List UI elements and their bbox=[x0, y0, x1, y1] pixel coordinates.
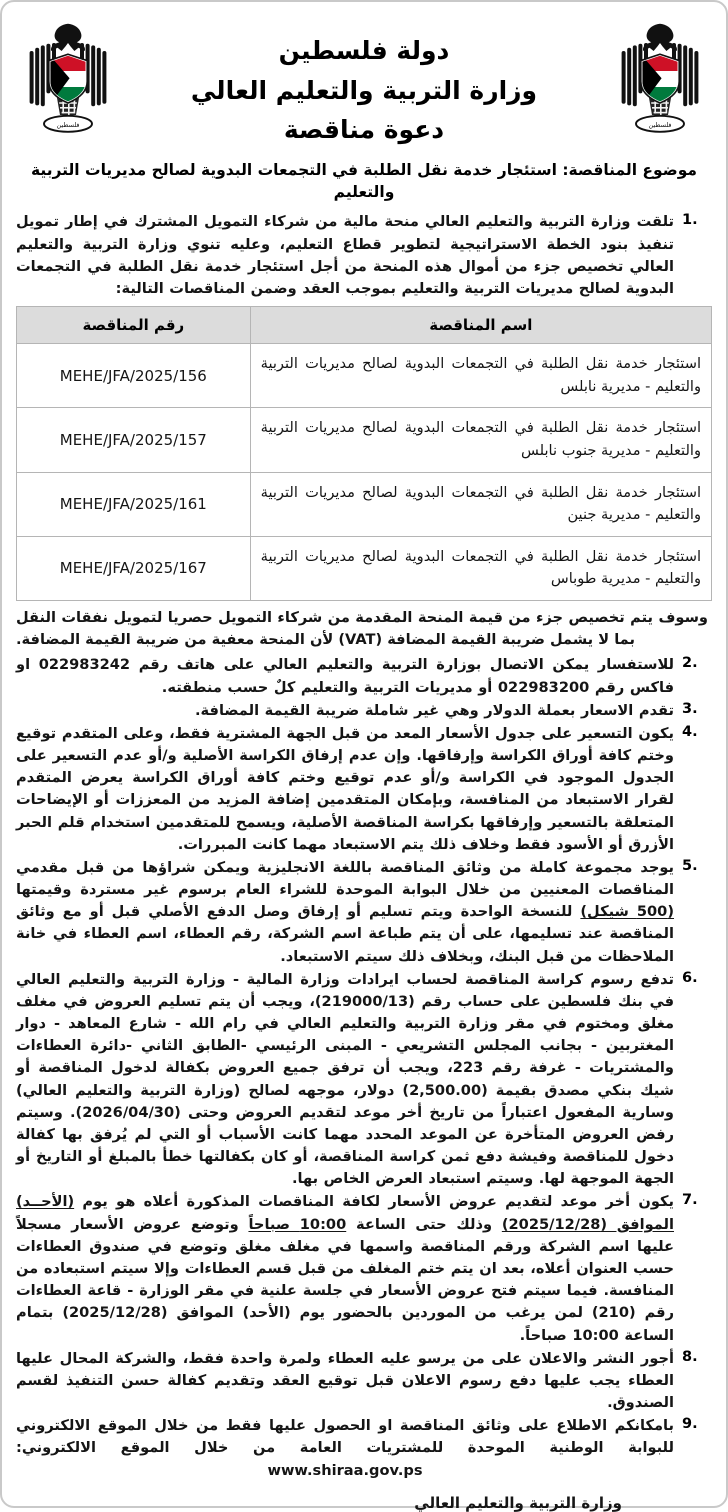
tender-document-fee-amount: (500 شيكل) bbox=[580, 903, 675, 921]
tender-name-cell: استئجار خدمة نقل الطلبة في التجمعات البدوية لصالح مديريات التربية والتعليم - مديرية نابلس bbox=[250, 344, 711, 408]
clause-9 bbox=[16, 1415, 712, 1482]
tender-subject-line: موضوع المناقصة: استئجار خدمة نقل الطلبة في التجمعات البدوية لصالح مديريات التربية والتعليم bbox=[30, 160, 698, 201]
table-row bbox=[17, 408, 712, 472]
procurement-portal-url[interactable]: www.shiraa.gov.ps bbox=[267, 1461, 423, 1479]
clause-7-text-part-1: يكون أخر موعد لتقديم عروض الأسعار لكافة المناقصات المذكورة أعلاه هو يوم bbox=[74, 1193, 674, 1211]
clause-8-number: 8. bbox=[682, 1348, 698, 1365]
emblem-caption: فلسطين bbox=[56, 121, 80, 129]
palestine-coat-of-arms-eagle-icon-left bbox=[20, 18, 116, 140]
clause-4 bbox=[16, 723, 712, 856]
clause-2 bbox=[16, 654, 712, 698]
tender-name-cell: استئجار خدمة نقل الطلبة في التجمعات البدوية لصالح مديريات التربية والتعليم - مديرية طوباس bbox=[250, 536, 711, 600]
clause-8-text: أجور النشر والاعلان على من يرسو عليه العطاء ولمرة واحدة فقط، والشركة المحال عليها العطاء يجب عليها دفع رسوم الاعلان قبل توقيع العقد وتقديم كفالة حسن التنفيذ لقسم الصندوق. bbox=[16, 1349, 674, 1412]
palestine-coat-of-arms-eagle-icon-right bbox=[612, 18, 708, 140]
tender-number-cell: MEHE/JFA/2025/167 bbox=[17, 536, 251, 600]
column-header-tender-name: اسم المناقصة bbox=[250, 307, 711, 344]
clause-2-number: 2. bbox=[682, 655, 698, 672]
clause-7-number: 7. bbox=[682, 1192, 698, 1209]
column-header-tender-number: رقم المناقصة bbox=[17, 307, 251, 344]
clause-7-text-part-3: وتوضع عروض الأسعار مسجلاً عليها اسم الشركة ورقم المناقصة واسمها في مغلف مغلق وتوضع في صندوق العطاءات حسب العنوان أعلاه، بعد ان يتم ختم المغلف من قبل قسم العطاءات وإلا سيتم استبعاده من المنافسة. فيما سيتم فتح عروض الأسعار في جلسة علنية في مقر الوزارة - قاعة العطاءات رقم (210) لمن يرغب من الموردين بالحضور يوم (الأحد) الموافق (2025/12/28) بتمام الساعة 10:00 صباحاً. bbox=[16, 1215, 674, 1344]
clause-2-text: للاستفسار يمكن الاتصال بوزارة التربية والتعليم العالي على هاتف رقم 022983242 او فاكس رقم 022983200 أو مديريات التربية والتعليم كلٌ حسب منطقته. bbox=[16, 656, 674, 696]
emblem-caption: فلسطين bbox=[648, 121, 672, 129]
tender-number-cell: MEHE/JFA/2025/157 bbox=[17, 408, 251, 472]
table-row bbox=[17, 536, 712, 600]
clause-3-number: 3. bbox=[682, 700, 698, 717]
clause-6-number: 6. bbox=[682, 969, 698, 986]
tender-number-cell: MEHE/JFA/2025/161 bbox=[17, 472, 251, 536]
ministry-title: وزارة التربية والتعليم العالي bbox=[190, 75, 538, 105]
table-header-row bbox=[17, 307, 712, 344]
tenders-table bbox=[16, 306, 712, 601]
clause-7 bbox=[16, 1191, 712, 1346]
tender-name-cell: استئجار خدمة نقل الطلبة في التجمعات البدوية لصالح مديريات التربية والتعليم - مديرية جنوب نابلس bbox=[250, 408, 711, 472]
clause-4-number: 4. bbox=[682, 723, 698, 740]
bid-submission-deadline-time: 10:00 صباحاً bbox=[248, 1215, 347, 1233]
post-table-note: وسوف يتم تخصيص جزء من قيمة المنحة المقدمة من شركاء التمويل حصريا لتمويل نفقات النقل بما لا يشمل ضريبة القيمة المضافة (VAT) لأن المنحة معفية من ضريبة القيمة المضافة. bbox=[16, 609, 708, 649]
table-row bbox=[17, 472, 712, 536]
issuing-authority-signature: وزارة التربية والتعليم العالي bbox=[414, 1493, 622, 1512]
clause-9-text-part-1: بامكانكم الاطلاع على وثائق المناقصة او الحصول عليها فقط من خلال الموقع الالكتروني للبوابة الوطنية الموحدة للمشتريات العامة من خلال الموقع الالكتروني: bbox=[16, 1417, 674, 1457]
bid-submission-deadline-date: (الأحــد) الموافق (2025/12/28) bbox=[16, 1193, 674, 1233]
clause-7-text bbox=[16, 1191, 674, 1346]
clause-1-number: 1. bbox=[682, 212, 698, 229]
clause-3 bbox=[16, 700, 712, 722]
clause-5-text-part-1: يوجد مجموعة كاملة من وثائق المناقصة باللغة الانجليزية ويمكن شراؤها من قبل مقدمي المناقصات المعنيين من خلال البوابة الموحدة للشراء العام برسوم غير مستردة وقيمتها bbox=[16, 858, 674, 899]
clause-5-number: 5. bbox=[682, 857, 698, 874]
clause-6 bbox=[16, 969, 712, 1191]
clause-1-text: تلقت وزارة التربية والتعليم العالي منحة مالية من شركاء التمويل المشترك في إطار تمويل تنفيذ بنود الخطة الاستراتيجية لتطوير قطاع التعليم، وعليه تنوي وزارة التربية والتعليم العالي تخصيص جزء من أموال هذه المنحة من أجل استئجار خدمة نقل الطلبة في التجمعات البدوية لصالح مديريات التربية والتعليم بموجب العقد وضمن المناقصات التالية: bbox=[16, 213, 674, 297]
clause-9-number: 9. bbox=[682, 1416, 698, 1433]
tender-number-cell: MEHE/JFA/2025/156 bbox=[17, 344, 251, 408]
clause-3-text: تقدم الاسعار بعملة الدولار وهي غير شاملة ضريبة القيمة المضافة. bbox=[195, 701, 674, 719]
clause-8 bbox=[16, 1348, 712, 1415]
table-row bbox=[17, 344, 712, 408]
clause-4-text: يكون التسعير على جدول الأسعار المعد من قبل الجهة المشترية فقط، وعلى المتقدم توقيع وختم كافة أوراق الكراسة وإرفاقها. وإن عدم إرفاق الكراسة الأصلية و/أو عدم التسعير على الجدول الموجود في الكراسة و/أو عدم توقيع وختم كافة أوراق الكراسة يعرض المتقدم لقرار الاستبعاد من المنافسة، وبإمكان المتقدمين إضافة المزيد من المعززات أو الإيضاحات المتعلقة بالتسعير وإرفاقها بكراسة المناقصة الأصلية، ويسمح للمتقدمين استخدام قلم الحبر الأزرق أو الأسود فقط وخلاف ذلك يتم الاستبعاد مهما كانت المبررات. bbox=[16, 724, 674, 853]
clause-7-text-part-2: وذلك حتى الساعة bbox=[346, 1215, 502, 1233]
header-title-block bbox=[116, 18, 612, 149]
document-header bbox=[16, 12, 712, 149]
clause-5 bbox=[16, 857, 712, 968]
state-title: دولة فلسطين bbox=[278, 36, 450, 65]
tender-name-cell: استئجار خدمة نقل الطلبة في التجمعات البدوية لصالح مديريات التربية والتعليم - مديرية جنين bbox=[250, 472, 711, 536]
clause-9-text bbox=[16, 1415, 674, 1482]
clause-1 bbox=[16, 211, 712, 300]
clause-6-text: تدفع رسوم كراسة المناقصة لحساب ايرادات وزارة المالية - وزارة التربية والتعليم العالي في بنك فلسطين على حساب رقم (219000/13)، ويجب أن يتم تسليم العروض في مغلف مغلق ومختوم في مقر وزارة التربية والتعليم العالي في رام الله - شارع المعاهد - دوار المغتربين - بجانب المجلس التشريعي - المبنى الرئيسي -الطابق الثاني -دائرة العطاءات والمشتريات - غرفة رقم 223، ويجب أن ترفق جميع العروض بكفالة لدخول المناقصة أو شيك بنكي مصدق بقيمة (2,500.00) دولار، موجهه لصالح (وزارة التربية والتعليم العالي) وسارية المفعول اعتباراً من تاريخ أخر موعد لتقديم العروض وحتى (2026/04/30). وسيتم رفض العروض المتأخرة عن الموعد المحدد مهما كانت الأسباب أو التي لم يُرفق بها كفالة دخول للمناقصة وفيشة دفع ثمن كراسة المناقصة، أو كان بكفالتها خطأ بالمبلغ أو التاريخ أو الجهة الموجهة لها. وسيتم استبعاد العرض الخاص بها. bbox=[16, 970, 675, 1188]
document-type-title: دعوة مناقصة bbox=[283, 115, 445, 144]
clause-5-text-part-2: للنسخة الواحدة ويتم تسليم أو إرفاق وصل الدفع الأصلي قبل أو مع وثائق المناقصة عند تسليمها، على أن يتم طباعة اسم الشركة، رقم العطاء، اسم العطاء في خانة الملاحظات من قبل البنك، وبخلاف ذلك سيتم الاستبعاد. bbox=[16, 903, 674, 965]
clause-5-text bbox=[16, 857, 674, 968]
